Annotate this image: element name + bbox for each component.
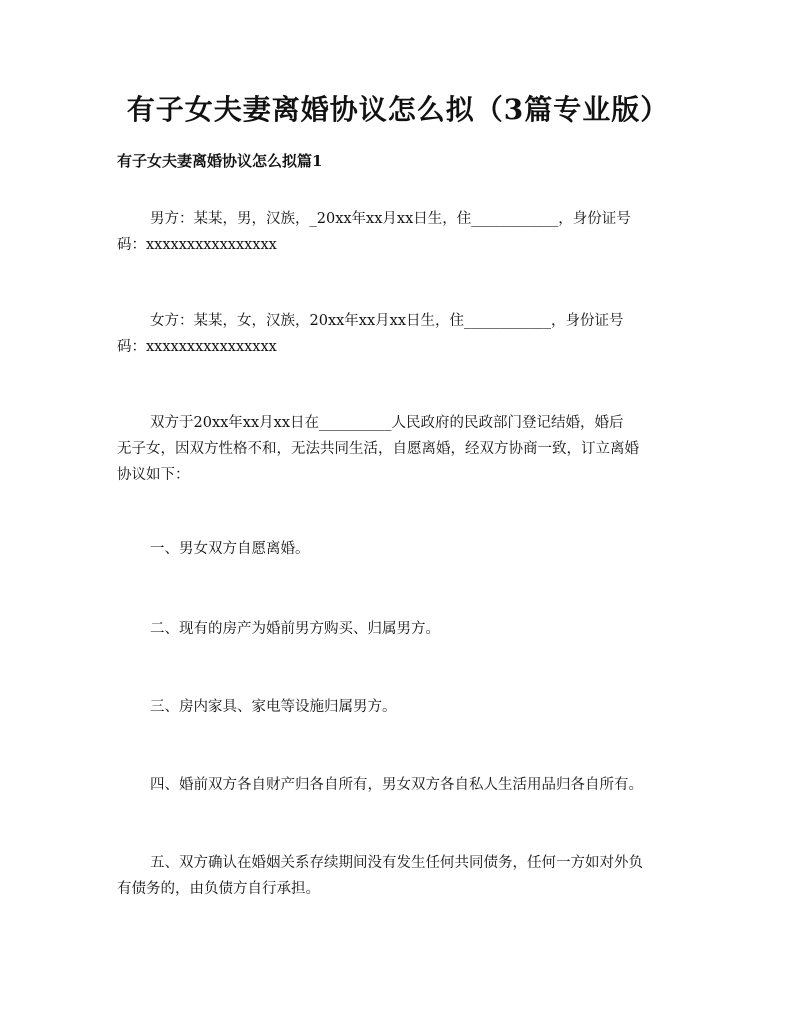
paragraph-line: 码：xxxxxxxxxxxxxxxx bbox=[117, 237, 277, 253]
paragraph-line: 男方：某某，男，汉族，_20xx年xx月xx日生，住____________，身份证号 bbox=[150, 211, 631, 227]
paragraph-line: 五、双方确认在婚姻关系存续期间没有发生任何共同债务，任何一方如对外负 bbox=[150, 855, 643, 871]
paragraph-line: 码：xxxxxxxxxxxxxxxx bbox=[117, 339, 277, 355]
clause-1 bbox=[117, 536, 682, 562]
paragraph-line: 无子女，因双方性格不和，无法共同生活，自愿离婚，经双方协商一致，订立离婚 bbox=[117, 441, 639, 457]
paragraph-line: 女方：某某，女，汉族，20xx年xx月xx日生，住____________，身份证号 bbox=[150, 313, 624, 329]
clause-3 bbox=[117, 694, 682, 720]
paragraph-line: 二、现有的房产为婚前男方购买、归属男方。 bbox=[150, 621, 440, 637]
paragraph-line: 双方于20xx年xx月xx日在__________人民政府的民政部门登记结婚，婚后 bbox=[150, 415, 624, 431]
paragraph-line: 一、男女双方自愿离婚。 bbox=[150, 541, 310, 557]
paragraph-line: 有债务的，由负债方自行承担。 bbox=[117, 881, 320, 897]
paragraph-line: 四、婚前双方各自财产归各自所有，男女双方各自私人生活用品归各自所有。 bbox=[150, 777, 643, 793]
paragraph-marriage-statement bbox=[117, 410, 682, 488]
paragraph-line: 三、房内家具、家电等设施归属男方。 bbox=[150, 699, 397, 715]
clause-5 bbox=[117, 850, 682, 902]
clause-2 bbox=[117, 616, 682, 642]
document-title: 有子女夫妻离婚协议怎么拟（3篇专业版） bbox=[126, 93, 670, 126]
section-heading: 有子女夫妻离婚协议怎么拟篇1 bbox=[117, 152, 323, 170]
paragraph-line: 协议如下： bbox=[117, 467, 190, 483]
paragraph-male-party bbox=[117, 206, 682, 258]
paragraph-female-party bbox=[117, 308, 682, 360]
clause-4 bbox=[117, 772, 682, 798]
